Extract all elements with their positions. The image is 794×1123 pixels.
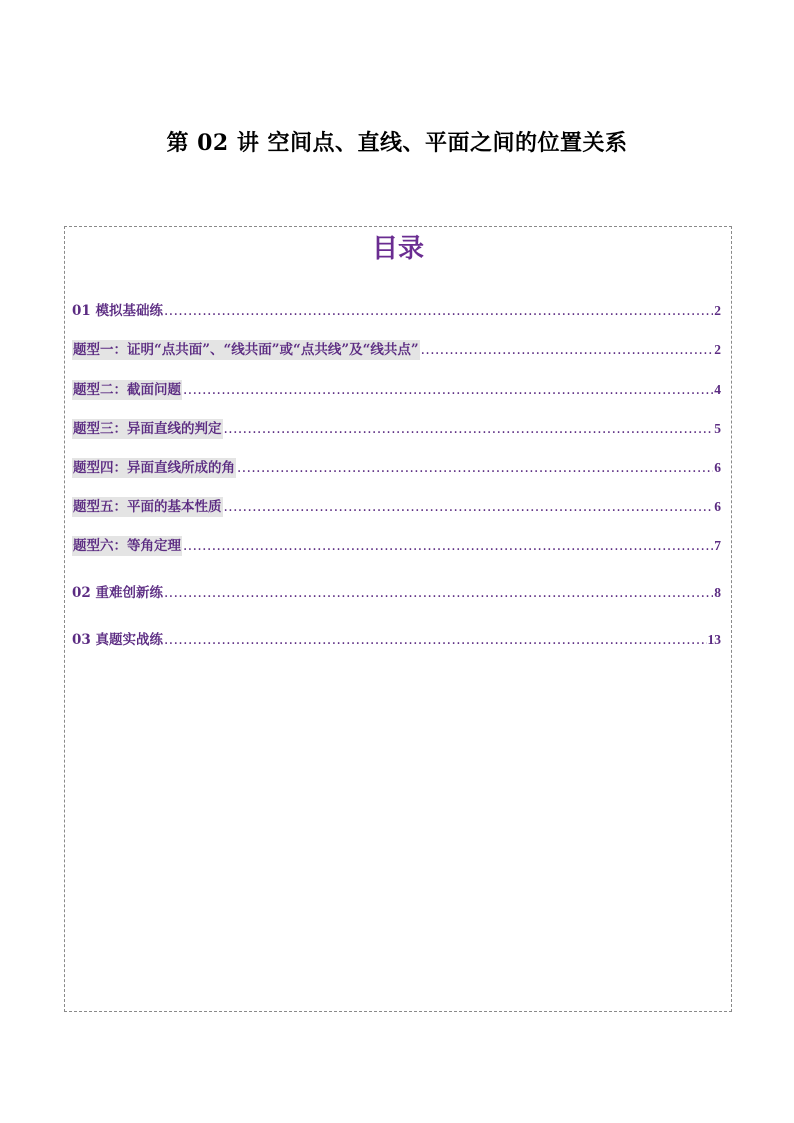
toc-entry-type-4[interactable] [72,458,721,478]
toc-entry-label: 题型六：等角定理 [73,538,181,554]
toc-leader-dots [183,536,713,556]
toc-entry-label: 题型四：异面直线所成的角 [73,460,235,476]
toc-heading: 目录 [371,234,424,264]
toc-entry-page: 5 [714,421,721,436]
toc-entry-type-2[interactable] [72,380,721,400]
toc-entry-section-01[interactable] [72,301,721,321]
toc-entry-label: 01 模拟基础练 [72,303,163,319]
page-title: 第 02 讲 空间点、直线、平面之间的位置关系 [166,130,628,156]
toc-entry-page: 2 [714,342,721,357]
table-of-contents [64,226,732,1012]
toc-entry-page: 8 [714,585,721,600]
toc-entry-label: 题型三：异面直线的判定 [73,421,222,437]
toc-entry-label: 题型五：平面的基本性质 [73,499,222,515]
toc-entry-page: 6 [714,460,721,475]
toc-leader-dots [224,497,714,517]
toc-entry-page: 13 [707,632,721,647]
toc-entry-type-5[interactable] [72,497,721,517]
toc-entry-section-02[interactable] [72,583,721,603]
toc-entry-page: 6 [714,499,721,514]
toc-entry-type-3[interactable] [72,419,721,439]
toc-leader-dots [164,583,713,603]
toc-leader-dots [164,630,707,650]
toc-entry-section-03[interactable] [72,630,721,650]
toc-leader-dots [237,458,713,478]
toc-leader-dots [224,419,714,439]
toc-entry-page: 2 [714,303,721,318]
toc-entry-page: 7 [714,538,721,553]
toc-entry-label: 03 真题实战练 [72,632,163,648]
toc-entry-type-6[interactable] [72,536,721,556]
toc-entry-label: 02 重难创新练 [72,585,163,601]
toc-entry-type-1[interactable] [72,340,721,360]
toc-leader-dots [421,340,714,360]
toc-leader-dots [164,301,713,321]
toc-leader-dots [183,380,713,400]
toc-entry-page: 4 [714,382,721,397]
toc-entry-label: 题型二：截面问题 [73,382,181,398]
toc-entry-label: 题型一：证明“点共面”、“线共面”或“点共线”及“线共点” [73,342,419,358]
